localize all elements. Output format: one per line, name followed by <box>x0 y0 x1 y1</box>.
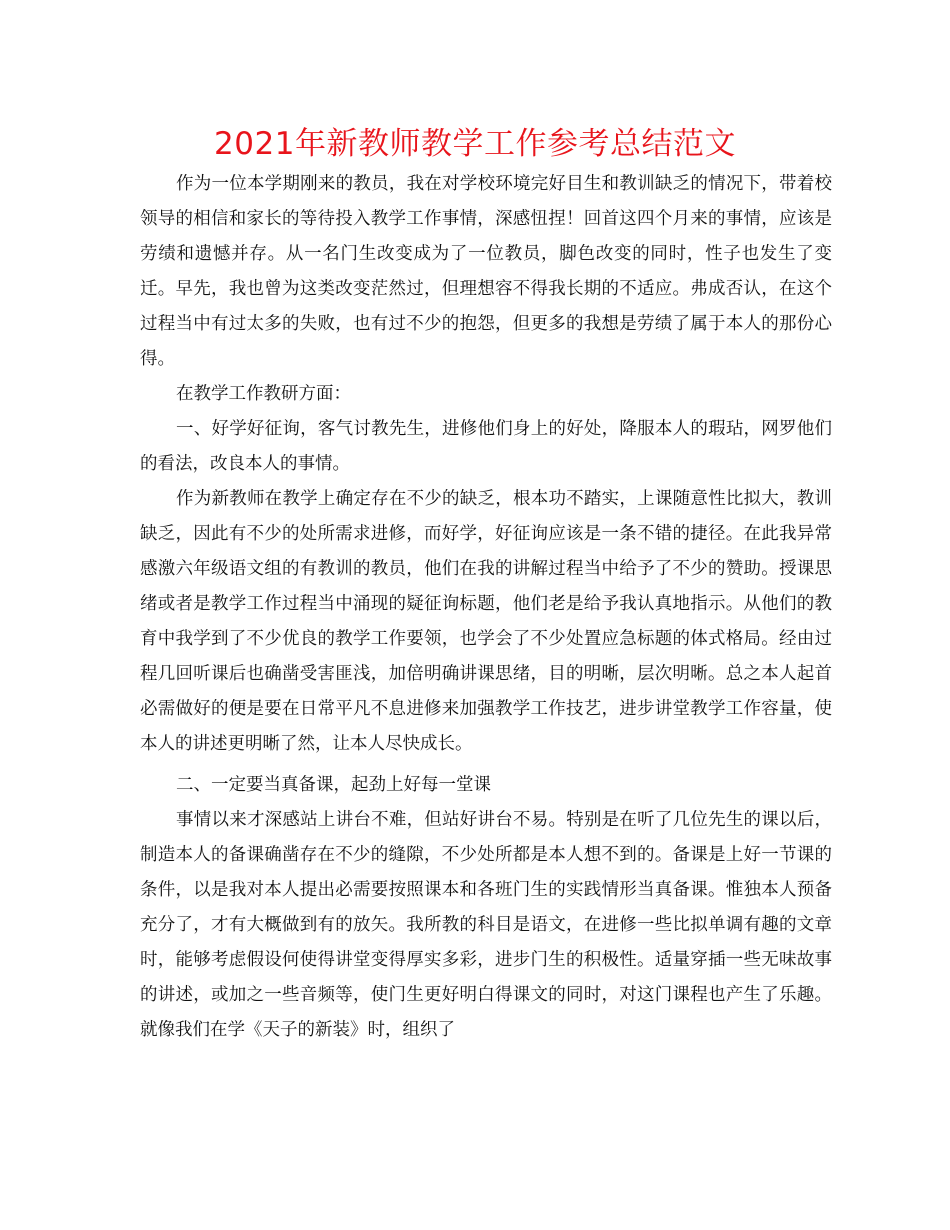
paragraph-intro: 作为一位本学期刚来的教员，我在对学校环境完好目生和教训缺乏的情况下，带着校领导的相信和家长的等待投入教学工作事情，深感忸捏！回首这四个月来的事情，应该是劳绩和遗憾并存。从一名门生改变成为了一位教员，脚色改变的同时，性子也发生了变迁。早先，我也曾为这类改变茫然过，但理想容不得我长期的不适应。弗成否认，在这个过程当中有过太多的失败，也有过不少的抱怨，但更多的我想是劳绩了属于本人的那份心得。 <box>140 174 832 369</box>
document-body <box>140 167 832 1048</box>
paragraph-teaching-research: 在教学工作教研方面： <box>176 384 351 404</box>
page-title: 2021年新教师教学工作参考总结范文 <box>214 126 736 162</box>
paragraph-point-one: 一、好学好征询，客气讨教先生，进修他们身上的好处，降服本人的瑕玷，网罗他们的看法，改良本人的事情。 <box>140 419 832 474</box>
paragraph-point-two: 二、一定要当真备课，起劲上好每一堂课 <box>176 775 491 795</box>
paragraph-new-teacher: 作为新教师在教学上确定存在不少的缺乏，根本功不踏实，上课随意性比拟大，教训缺乏，因此有不少的处所需求进修，而好学，好征询应该是一条不错的捷径。在此我异常感激六年级语文组的有教训的教员，他们在我的讲解过程当中给予了不少的赞助。授课思绪或者是教学工作过程当中涌现的疑征询标题，他们老是给予我认真地指示。从他们的教育中我学到了不少优良的教学工作要领，也学会了不少处置应急标题的体式格局。经由过程几回听课后也确凿受害匪浅，加倍明确讲课思绪，目的明晰，层次明晰。总之本人起首必需做好的便是要在日常平凡不息进修来加强教学工作技艺，进步讲堂教学工作容量，使本人的讲述更明晰了然，让本人尽快成长。 <box>140 489 832 754</box>
paragraph-lesson-prep: 事情以来才深感站上讲台不难，但站好讲台不易。特别是在听了几位先生的课以后，制造本人的备课确凿存在不少的缝隙，不少处所都是本人想不到的。备课是上好一节课的条件，以是我对本人提出必需要按照课本和各班门生的实践情形当真备课。惟独本人预备充分了，才有大概做到有的放矢。我所教的科目是语文，在进修一些比拟单调有趣的文章时，能够考虑假设何使得讲堂变得厚实多彩，进步门生的积极性。适量穿插一些无味故事的讲述，或加之一些音频等，使门生更好明白得课文的同时，对这门课程也产生了乐趣。就像我们在学《天子的新装》时，组织了 <box>140 810 832 1040</box>
